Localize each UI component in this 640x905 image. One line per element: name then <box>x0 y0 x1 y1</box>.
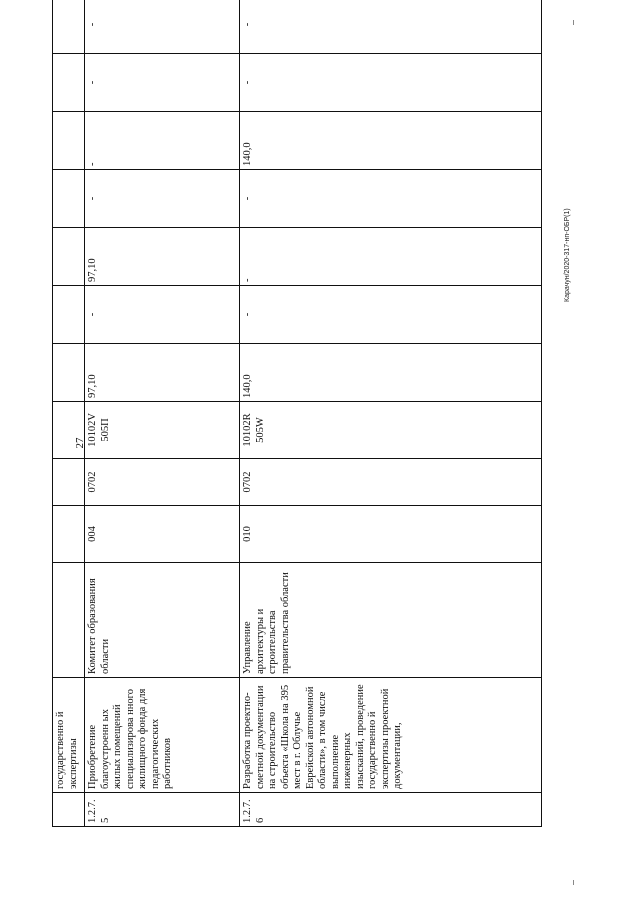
cell-value <box>53 170 85 228</box>
cell-total: 97,10 <box>85 344 240 402</box>
cell-org: Управление архитектуры и строительства правительства области <box>240 563 542 678</box>
table-row <box>53 0 85 827</box>
cell-num <box>53 793 85 827</box>
table-row <box>240 0 542 827</box>
side-stamp: Карачун/2020-317-нп-ОБР(1) <box>564 208 571 302</box>
cell-value: - <box>240 0 542 54</box>
cell-section: 0702 <box>240 459 542 506</box>
cell-value <box>53 54 85 112</box>
cell-name: государственно й экспертизы <box>53 678 85 793</box>
cell-org: Комитет образования области <box>85 563 240 678</box>
table-container <box>52 22 542 827</box>
cell-value <box>53 0 85 54</box>
cell-value: - <box>240 286 542 344</box>
budget-table <box>52 0 542 827</box>
cell-value: - <box>85 286 240 344</box>
rotated-table <box>52 22 542 827</box>
cell-target <box>53 402 85 459</box>
cell-value <box>53 286 85 344</box>
cell-name: Приобретение благоустроенн ых жилых помещений специализирова нного жилищного фонда для педагогических работников <box>85 678 240 793</box>
cell-code <box>53 506 85 563</box>
cell-target: 10102R 505W <box>240 402 542 459</box>
cell-num: 1.2.7. 6 <box>240 793 542 827</box>
cell-value: - <box>85 112 240 170</box>
cell-value: - <box>240 170 542 228</box>
cell-org <box>53 563 85 678</box>
cell-num: 1.2.7. 5 <box>85 793 240 827</box>
cell-code: 004 <box>85 506 240 563</box>
page-number: 27 <box>74 437 86 449</box>
table-row <box>85 0 240 827</box>
cell-value <box>53 228 85 286</box>
cell-total <box>53 344 85 402</box>
cell-value: - <box>85 0 240 54</box>
cell-value: - <box>85 54 240 112</box>
cell-total: 140,0 <box>240 344 542 402</box>
cell-value: - <box>240 228 542 286</box>
cell-target: 10102V 505П <box>85 402 240 459</box>
margin-mark <box>573 880 574 885</box>
cell-section <box>53 459 85 506</box>
cell-code: 010 <box>240 506 542 563</box>
cell-value <box>53 112 85 170</box>
cell-value: - <box>240 54 542 112</box>
cell-value: 140,0 <box>240 112 542 170</box>
cell-value: - <box>85 170 240 228</box>
cell-value: 97,10 <box>85 228 240 286</box>
cell-section: 0702 <box>85 459 240 506</box>
cell-name: Разработка проектно-сметной документации на строительство объекта «Школа на 395 мест в г. Облучье Еврейской автономной области», в том числе выполнение инженерных изысканий, проведение государственно й экспертизы проектной документации, <box>240 678 542 793</box>
margin-mark <box>573 20 574 25</box>
